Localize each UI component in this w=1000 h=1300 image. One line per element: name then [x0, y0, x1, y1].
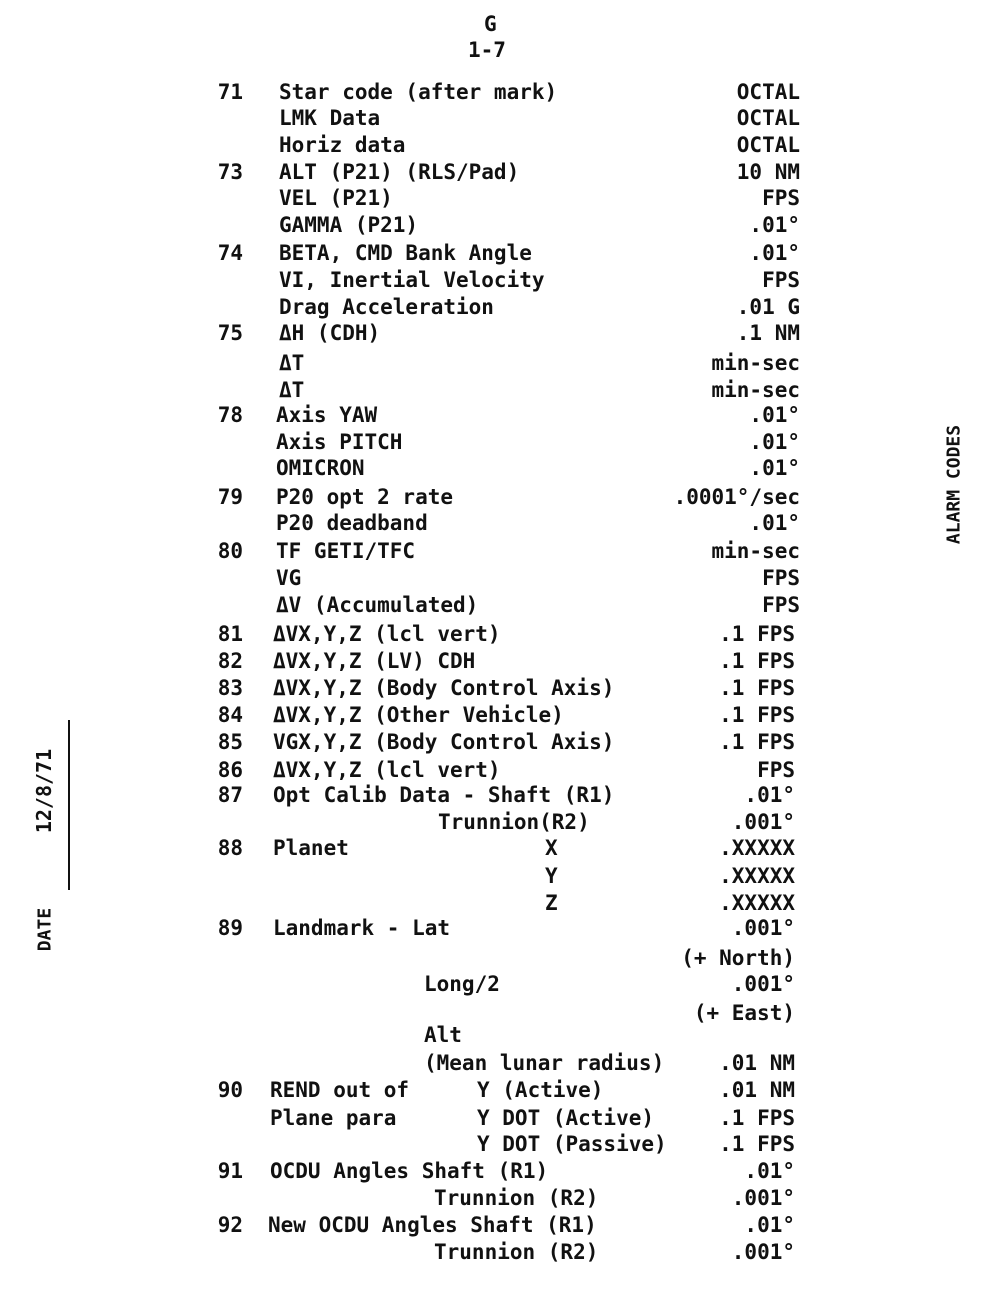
alarm-code-description: ΔT	[279, 351, 305, 375]
date-label: DATE	[34, 907, 56, 952]
alarm-code-unit: OCTAL	[736, 133, 800, 157]
alarm-code-unit: .1 FPS	[719, 1132, 795, 1156]
alarm-code-description: ALT (P21) (RLS/Pad)	[279, 160, 520, 184]
alarm-code-unit: .01°	[744, 783, 795, 807]
alarm-code-description: Landmark - Lat	[273, 916, 451, 940]
alarm-code-unit: OCTAL	[736, 106, 800, 130]
alarm-code-description: Trunnion (R2)	[434, 1186, 599, 1210]
date-value: 12/8/71	[32, 748, 56, 834]
alarm-code-unit: (+ East)	[693, 1001, 795, 1025]
alarm-code-unit: .01°	[749, 213, 800, 237]
alarm-code-unit: .01°	[749, 511, 800, 535]
alarm-code-number: 82	[217, 649, 243, 673]
page-number: 1-7	[468, 38, 506, 62]
alarm-code-description: P20 deadband	[276, 511, 428, 535]
alarm-code-unit: FPS	[762, 268, 800, 292]
alarm-code-unit: .01°	[749, 403, 800, 427]
alarm-code-description: Axis PITCH	[276, 430, 403, 454]
alarm-code-description: ΔH (CDH)	[279, 321, 381, 345]
alarm-code-number: 88	[217, 836, 243, 860]
alarm-code-unit: FPS	[762, 593, 800, 617]
alarm-code-description: REND out of	[270, 1078, 410, 1102]
alarm-code-description: Star code (after mark)	[279, 80, 558, 104]
alarm-code-unit: .001°	[731, 916, 795, 940]
alarm-code-description: ΔVX,Y,Z (LV) CDH	[273, 649, 476, 673]
alarm-code-unit: .01 NM	[719, 1078, 795, 1102]
alarm-code-unit: .1 FPS	[719, 730, 795, 754]
alarm-code-number: 86	[217, 758, 243, 782]
alarm-code-number: 74	[217, 241, 243, 265]
alarm-code-unit: FPS	[762, 566, 800, 590]
alarm-code-description: Drag Acceleration	[279, 295, 494, 319]
alarm-code-unit: FPS	[762, 186, 800, 210]
alarm-code-unit: 10 NM	[736, 160, 800, 184]
alarm-code-description: ΔT	[279, 378, 305, 402]
alarm-code-unit: .1 FPS	[719, 622, 795, 646]
alarm-code-unit: .1 FPS	[719, 649, 795, 673]
alarm-code-unit: min-sec	[711, 378, 800, 402]
alarm-code-description: Alt	[424, 1023, 462, 1047]
alarm-code-unit: FPS	[757, 758, 795, 782]
alarm-code-unit: min-sec	[711, 351, 800, 375]
alarm-code-unit: .001°	[731, 1240, 795, 1264]
date-underline	[68, 720, 70, 890]
alarm-code-description: ΔVX,Y,Z (lcl vert)	[273, 758, 501, 782]
alarm-code-unit: .1 FPS	[719, 676, 795, 700]
alarm-code-unit: OCTAL	[736, 80, 800, 104]
alarm-code-number: 85	[217, 730, 243, 754]
section-letter: G	[484, 12, 497, 36]
alarm-code-description: GAMMA (P21)	[279, 213, 419, 237]
alarm-code-description: OMICRON	[276, 456, 365, 480]
alarm-code-subfield: Z	[545, 891, 558, 915]
alarm-code-unit: min-sec	[711, 539, 800, 563]
alarm-code-description: P20 opt 2 rate	[276, 485, 454, 509]
alarm-code-number: 78	[217, 403, 243, 427]
alarm-code-number: 92	[217, 1213, 243, 1237]
alarm-code-description: Opt Calib Data - Shaft (R1)	[273, 783, 615, 807]
alarm-code-description: VEL (P21)	[279, 186, 393, 210]
alarm-code-number: 89	[217, 916, 243, 940]
alarm-code-description: TF GETI/TFC	[276, 539, 416, 563]
alarm-code-number: 79	[217, 485, 243, 509]
alarm-code-description: Long/2	[424, 972, 500, 996]
alarm-code-description: Planet	[273, 836, 349, 860]
alarm-code-description: ΔVX,Y,Z (Other Vehicle)	[273, 703, 564, 727]
alarm-code-subfield: Y	[545, 864, 558, 888]
alarm-code-number: 81	[217, 622, 243, 646]
alarm-code-number: 91	[217, 1159, 243, 1183]
alarm-code-unit: .0001°/sec	[673, 485, 800, 509]
alarm-code-unit: .1 NM	[736, 321, 800, 345]
alarm-code-description: Axis YAW	[276, 403, 378, 427]
alarm-code-description: LMK Data	[279, 106, 381, 130]
alarm-code-unit: (+ North)	[681, 946, 795, 970]
alarm-code-description: BETA, CMD Bank Angle	[279, 241, 532, 265]
alarm-code-unit: .1 FPS	[719, 703, 795, 727]
alarm-code-description: OCDU Angles Shaft (R1)	[270, 1159, 549, 1183]
alarm-code-subfield: Y (Active)	[477, 1078, 604, 1102]
alarm-code-description: Plane para	[270, 1106, 397, 1130]
alarm-code-unit: .XXXXX	[719, 836, 795, 860]
alarm-code-subfield: Y DOT (Active)	[477, 1106, 655, 1130]
alarm-code-unit: .001°	[731, 810, 795, 834]
alarm-code-number: 90	[217, 1078, 243, 1102]
alarm-code-number: 73	[217, 160, 243, 184]
alarm-code-unit: .XXXXX	[719, 864, 795, 888]
alarm-code-unit: .01 G	[736, 295, 800, 319]
alarm-code-number: 75	[217, 321, 243, 345]
alarm-code-number: 83	[217, 676, 243, 700]
alarm-code-number: 80	[217, 539, 243, 563]
alarm-code-unit: .01°	[749, 430, 800, 454]
alarm-code-number: 84	[217, 703, 243, 727]
alarm-code-description: ΔVX,Y,Z (lcl vert)	[273, 622, 501, 646]
alarm-code-description: (Mean lunar radius)	[424, 1051, 665, 1075]
alarm-code-description: Trunnion(R2)	[438, 810, 590, 834]
alarm-code-subfield: Y DOT (Passive)	[477, 1132, 667, 1156]
alarm-code-unit: .1 FPS	[719, 1106, 795, 1130]
alarm-code-description: Trunnion (R2)	[434, 1240, 599, 1264]
alarm-code-description: New OCDU Angles Shaft (R1)	[268, 1213, 597, 1237]
alarm-code-unit: .001°	[731, 972, 795, 996]
alarm-code-unit: .01°	[749, 241, 800, 265]
alarm-code-description: ΔV (Accumulated)	[276, 593, 479, 617]
alarm-code-number: 71	[217, 80, 243, 104]
alarm-code-description: ΔVX,Y,Z (Body Control Axis)	[273, 676, 615, 700]
alarm-code-unit: .01°	[744, 1159, 795, 1183]
alarm-code-description: VGX,Y,Z (Body Control Axis)	[273, 730, 615, 754]
alarm-code-number: 87	[217, 783, 243, 807]
side-label-alarm-codes: ALARM CODES	[943, 424, 965, 545]
alarm-code-unit: .XXXXX	[719, 891, 795, 915]
alarm-code-unit: .01°	[744, 1213, 795, 1237]
alarm-code-description: Horiz data	[279, 133, 406, 157]
alarm-code-description: VG	[276, 566, 302, 590]
alarm-code-unit: .01 NM	[719, 1051, 795, 1075]
alarm-code-subfield: X	[545, 836, 558, 860]
alarm-code-unit: .001°	[731, 1186, 795, 1210]
alarm-code-unit: .01°	[749, 456, 800, 480]
alarm-code-description: VI, Inertial Velocity	[279, 268, 545, 292]
